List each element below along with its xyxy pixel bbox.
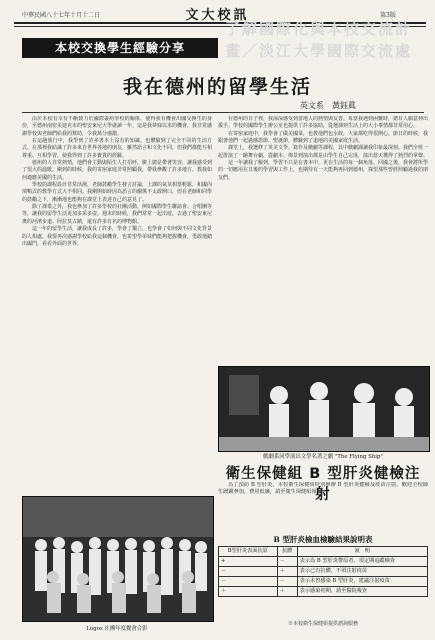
table-cell: 表示感染初期，請至醫院複查 — [297, 587, 427, 597]
issue-date: 中華民國八十七年十月十二日 — [22, 12, 101, 19]
health-intro — [218, 482, 428, 530]
paragraph: 在德州的日子裡，我深深感受到當地人的熱情與友善。每當我遇到困難時，總有人願意伸出援手。學校的國際學生辦公室也提供了許多協助，從選課到生活上的大小事情都非常用心。 — [218, 116, 428, 130]
table-cell: 表示未曾感染 B 型肝炎，建議注射疫苗 — [297, 577, 427, 587]
table-row — [219, 577, 428, 587]
headline-rule — [22, 112, 424, 113]
group-photo — [22, 496, 214, 622]
paragraph: 這一年的留學生活，讓我成長了許多，學會了獨立，也學會了如何與不同文化背景的人相處。我要再次感謝學校給我這個機會，也希望學弟妹們能夠把握機會，勇敢地踏出國門，看看外面的世界。 — [22, 226, 212, 247]
health-footnote: ※本校衛生保健組提供諮詢服務 — [287, 621, 358, 627]
table-cell: 表示已有抗體，不須注射疫苗 — [297, 567, 427, 577]
article-column-right — [218, 116, 428, 364]
table-cell: － — [219, 567, 278, 577]
paragraph: 這一年讓我了解到，學習不只是在書本中，更在生活的每一個角落。回國之後，我會將所學的一切應用在日後的學習與工作上，也期待有一天能夠再回到德州，探望那些曾經照顧過我的朋友們。 — [218, 160, 428, 181]
paragraph: 在寄宿家庭中，我學會了做美國菜，也教他們包水餃，大家都吃得很開心。節日的時候，我跟著他們一起過感恩節、聖誕節，體驗到了道地的美國家庭生活。 — [218, 130, 428, 145]
group-photo-caption: Logos 社團年度餐會合影 — [86, 626, 148, 632]
paragraph: 德州的人非常熱情，他們會主動與陌生人打招呼，臉上總是帶著笑容，讓我感受到了很大的溫暖。剛到的時候，我的寄宿家庭非常照顧我，帶我參觀了許多地方，教我如何適應美國的生活。 — [22, 160, 212, 181]
paragraph: 學校的課程設計非常活潑，老師鼓勵學生發言討論，上課的氣氛相當輕鬆，和國內填鴨式的教學方式大不相同。我剛開始時因為語言的關係不太敢開口，但在老師和同學的鼓勵之下，漸漸地也能夠在課堂上表達自己的意見了。 — [22, 182, 212, 203]
table-cell: － — [277, 577, 297, 587]
section-banner: 本校交換學生經驗分享 — [22, 38, 218, 58]
paragraph: 課堂上，我選修了英美文學、寫作及戲劇等課程，其中戲劇課讓我印象最深刻。我們全班一起排演了一齣舞台劇，從劇本、佈景到演出都是由學生自己完成，演出當天獲得了熱烈的掌聲。 — [218, 145, 428, 159]
background-watermark: 了解國際化與本校交流計畫／淡江大學國際交流處 — [225, 20, 413, 60]
paragraph: 在這趟旅行中，我學到了許多書本上沒有的知識，也體驗到了完全不同的生活方式，在那裡我結識了許多來自世界各地的朋友，雖然語言和文化不同，但我們都能互相尊重、互相學習，使我得到了許多寶貴的經驗。 — [22, 138, 212, 159]
table-row — [219, 557, 428, 567]
table-header-cell: 抗體 — [277, 547, 297, 557]
article-headline: 我在德州的留學生活 — [122, 76, 312, 98]
table-row — [219, 567, 428, 577]
health-title: 衛生保健組 B 型肝炎健檢注射 — [225, 466, 421, 503]
drama-photo — [218, 366, 430, 452]
paragraph: 除了課業之外，我也參加了許多學校的社團活動，例如國際學生聯誼會、合唱團等等，讓我的留學生活更加多采多姿。週末的時候，我們常常一起出遊，去過了聖安東尼奧的河濱步道、阿拉莫古蹟，還有許多有名的博物館。 — [22, 204, 212, 225]
page-number: 第3版 — [380, 12, 396, 19]
article-byline: 英文系 黃鈺眞 — [300, 101, 356, 110]
table-cell: ＋ — [219, 587, 278, 597]
table-cell: － — [219, 577, 278, 587]
table-header-cell: 說 明 — [297, 547, 427, 557]
table-cell: 表示為 B 型肝炎帶原者，須定期追蹤檢查 — [297, 557, 427, 567]
table-header-row — [219, 547, 428, 557]
drama-photo-illustration — [219, 367, 429, 451]
table-cell: + — [219, 557, 278, 567]
group-photo-illustration — [23, 497, 213, 621]
article-column-left — [22, 116, 212, 488]
table-title: B 型肝炎檢血檢驗結果說明表 — [273, 535, 373, 544]
hepatitis-table — [218, 546, 428, 597]
table-cell: ＋ — [277, 587, 297, 597]
table-header-cell: B型肝炎表面抗原 — [219, 547, 278, 557]
drama-photo-caption: 戲劇系同學演出文學名著之劇 "The Flying Ship" — [263, 454, 383, 460]
paper-title: 文大校訊 — [185, 8, 250, 23]
table-cell: ＋ — [277, 567, 297, 577]
table-cell: － — [277, 557, 297, 567]
table-row — [219, 587, 428, 597]
paragraph: 為了預防 B 型肝炎，本校衛生保健組特別舉辦 B 型肝炎健檢及疫苗注射，歡迎全校師生踴躍參加，費用低廉，請至衛生保健組報名。 — [218, 482, 428, 496]
paragraph: 由於本校有幸有不斷致力於國際簽約學校的關係，使得我有機會出國交換生的身份，至德州南密美迪克市的聖安東尼大學就讀一年。這是我夢寐以求的機會，我非常感謝學校與老師們給我的幫助，令我萬分感激。 — [22, 116, 212, 137]
